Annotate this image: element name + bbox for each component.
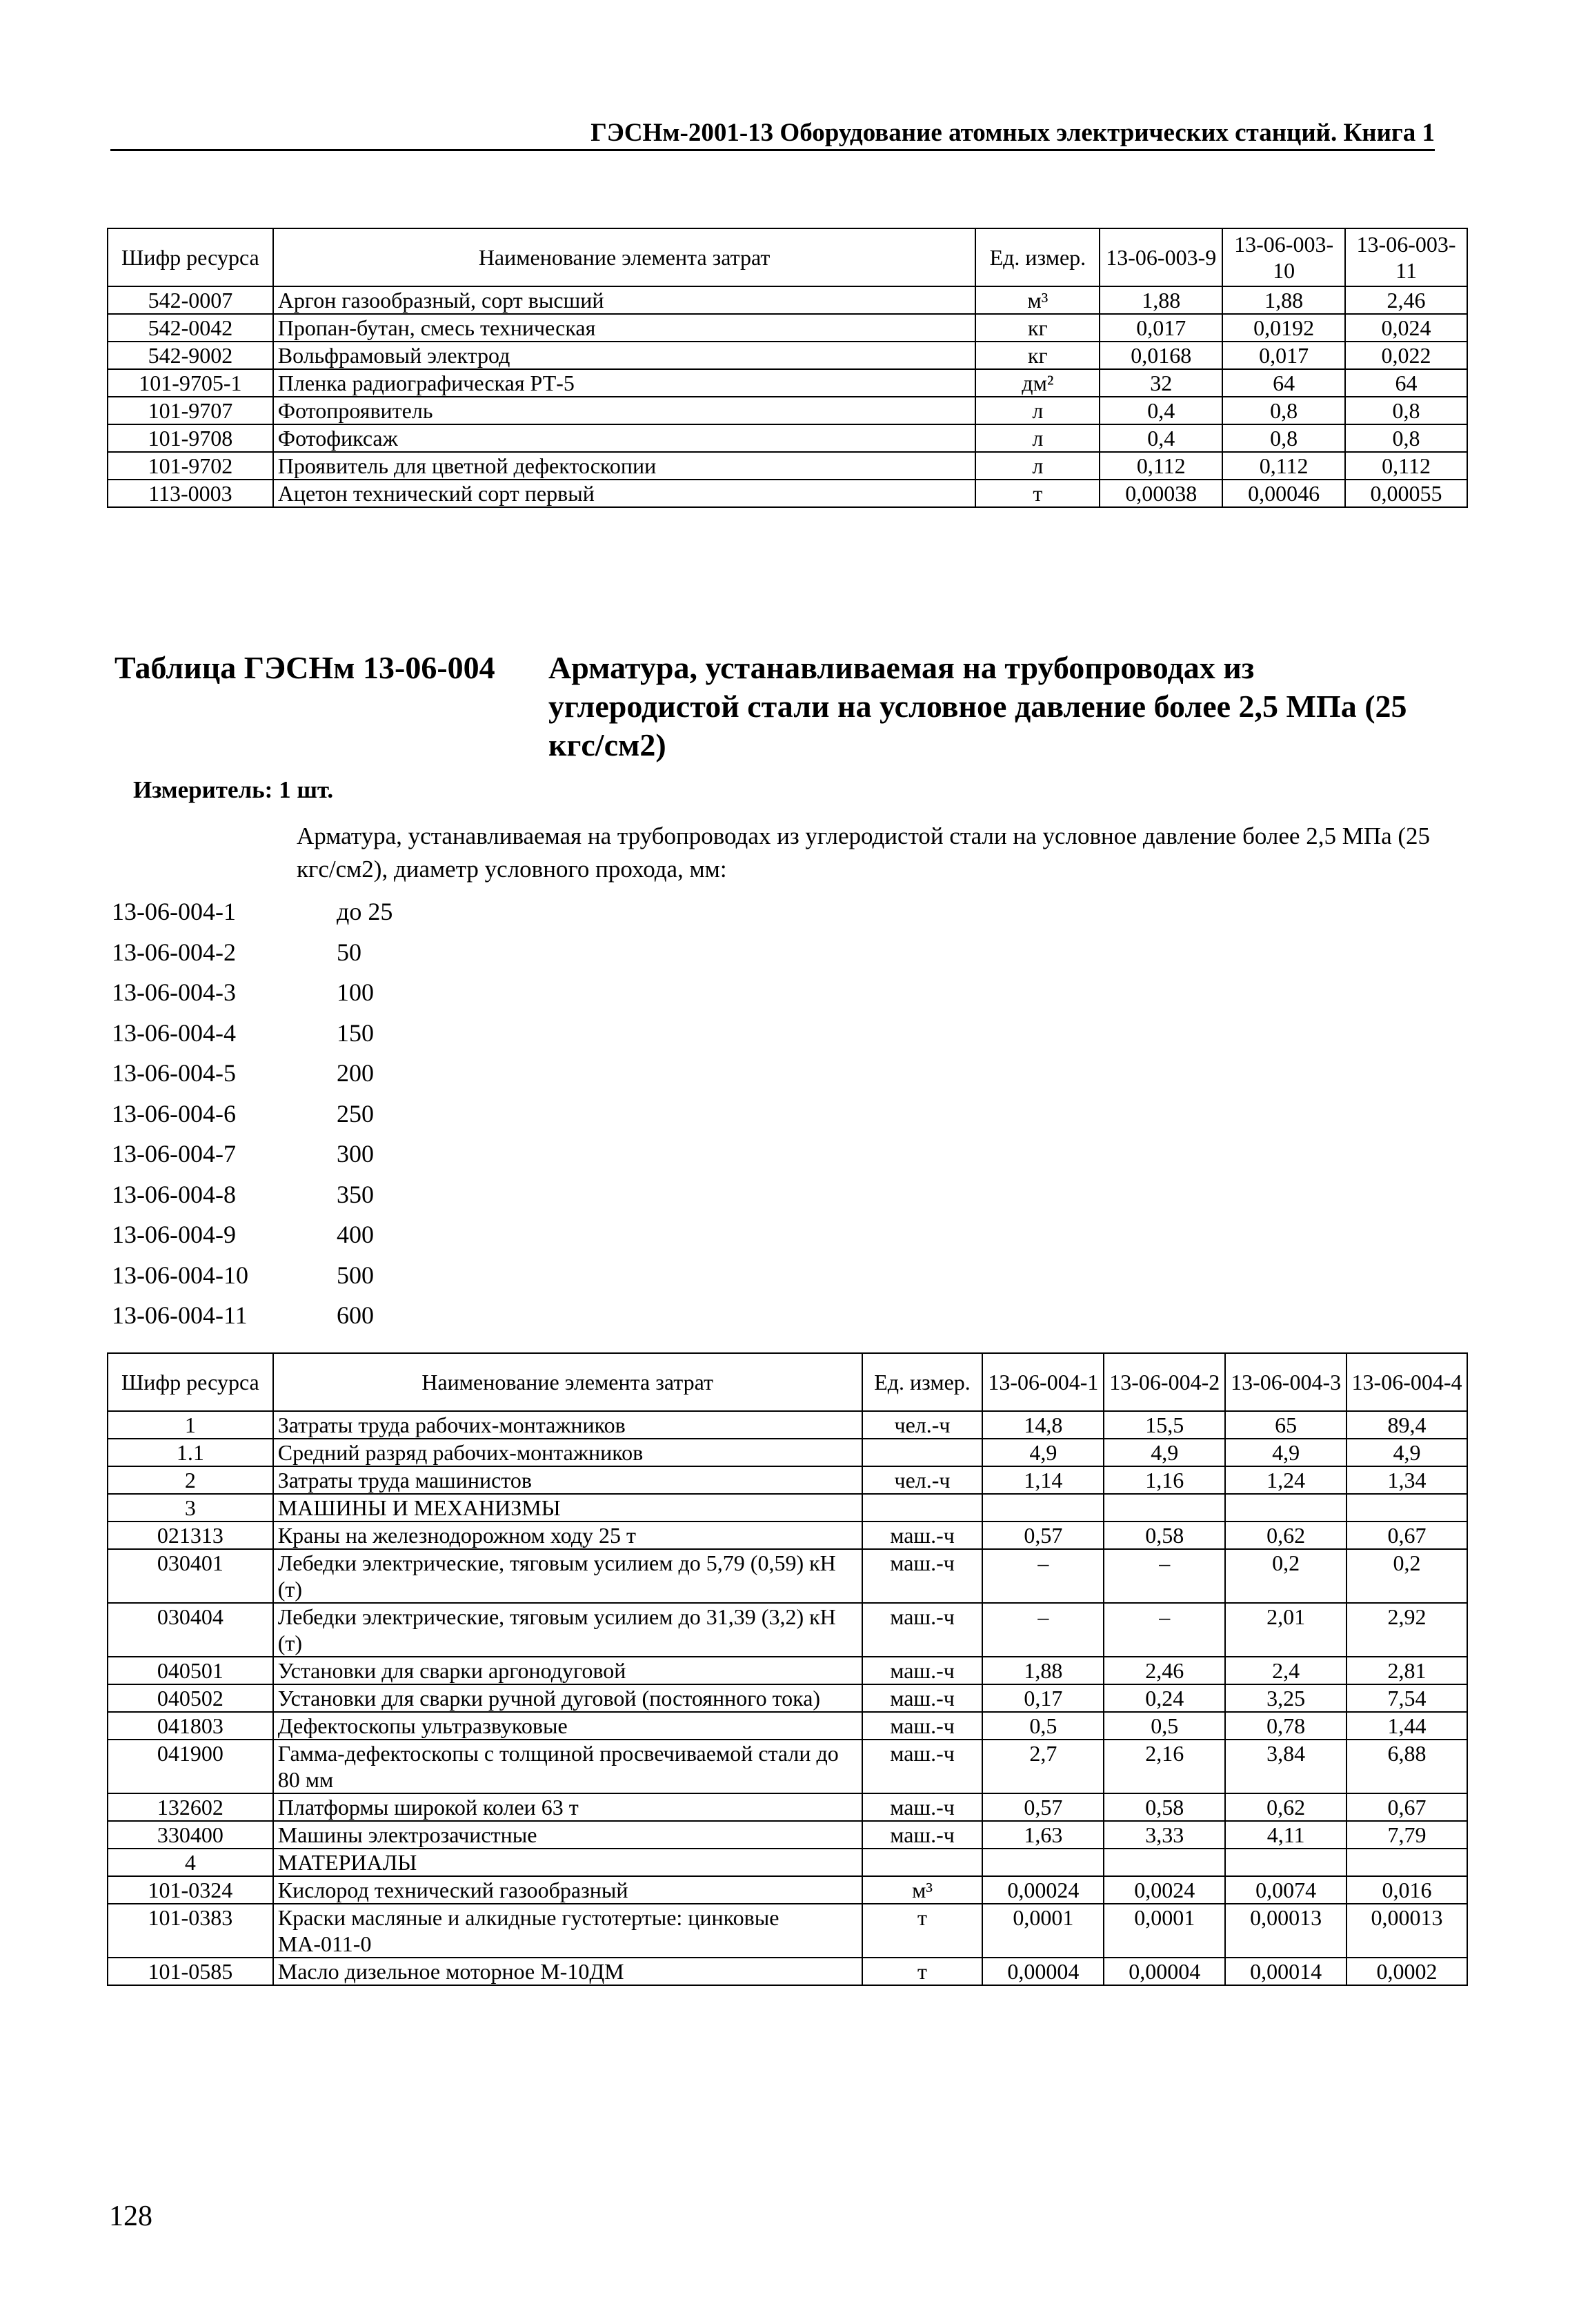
cell-unit: т: [862, 1958, 983, 1985]
cell-name: Средний разряд рабочих-монтажников: [273, 1439, 862, 1466]
table-row: [108, 1712, 1467, 1740]
diameter-code: 13-06-004-7: [112, 1140, 236, 1168]
col-header: 13-06-004-1: [982, 1353, 1104, 1411]
table-resources-004: [107, 1352, 1468, 1986]
diameter-code: 13-06-004-1: [112, 898, 236, 925]
cell-value: 64: [1222, 369, 1345, 397]
cell-value: 4,9: [1225, 1439, 1347, 1466]
cell-value: 3,25: [1225, 1684, 1347, 1712]
cell-value: 0,5: [982, 1712, 1104, 1740]
table-title-text: Арматура, устанавливаемая на трубопроводах из углеродистой стали на условное давление более 2,5 МПа (25 кгс/см2): [548, 650, 1407, 762]
cell-value: 0,58: [1104, 1793, 1225, 1821]
table-row: [108, 1793, 1467, 1821]
cell-value: 0,112: [1100, 452, 1222, 480]
cell-name: Лебедки электрические, тяговым усилием до 5,79 (0,59) кН (т): [273, 1549, 862, 1603]
cell-value: 0,0074: [1225, 1876, 1347, 1904]
cell-code: 542-0007: [108, 286, 273, 314]
cell-value: 0,016: [1347, 1876, 1467, 1904]
cell-value: 4,9: [1347, 1439, 1467, 1466]
cell-code: 4: [108, 1849, 273, 1876]
table-row: [108, 286, 1467, 314]
cell-code: 101-9702: [108, 452, 273, 480]
page-header: [110, 116, 1435, 151]
cell-value: 0,8: [1345, 424, 1467, 452]
cell-value: 3,33: [1104, 1821, 1225, 1849]
diameter-code: 13-06-004-11: [112, 1301, 248, 1329]
cell-value: 0,112: [1345, 452, 1467, 480]
cell-value: –: [1104, 1603, 1225, 1657]
cell-code: 1.1: [108, 1439, 273, 1466]
cell-name: Краски масляные и алкидные густотертые: цинковые МА-011-0: [273, 1904, 862, 1958]
cell-code: 040501: [108, 1657, 273, 1684]
cell-name: Дефектоскопы ультразвуковые: [273, 1712, 862, 1740]
cell-value: 0,017: [1100, 314, 1222, 342]
cell-value: 89,4: [1347, 1411, 1467, 1439]
table-body: [108, 1411, 1467, 1985]
cell-value: 0,0024: [1104, 1876, 1225, 1904]
cell-name: Установки для сварки аргонодуговой: [273, 1657, 862, 1684]
diameter-value: 100: [337, 978, 374, 1006]
cell-value: 1,88: [1222, 286, 1345, 314]
cell-unit: маш.-ч: [862, 1522, 983, 1549]
cell-code: 330400: [108, 1821, 273, 1849]
cell-value: 0,0192: [1222, 314, 1345, 342]
cell-value: 0,4: [1100, 424, 1222, 452]
cell-unit: дм²: [975, 369, 1100, 397]
cell-code: 021313: [108, 1522, 273, 1549]
table-row: [108, 1958, 1467, 1985]
cell-code: 040502: [108, 1684, 273, 1712]
cell-value: [1225, 1494, 1347, 1522]
cell-unit: маш.-ч: [862, 1740, 983, 1793]
col-header: Наименование элемента затрат: [273, 1353, 862, 1411]
cell-value: 0,58: [1104, 1522, 1225, 1549]
cell-value: 32: [1100, 369, 1222, 397]
cell-code: 030404: [108, 1603, 273, 1657]
cell-value: 0,112: [1222, 452, 1345, 480]
diameter-code: 13-06-004-8: [112, 1180, 236, 1208]
cell-value: 0,17: [982, 1684, 1104, 1712]
cell-value: 0,8: [1222, 424, 1345, 452]
cell-code: 041803: [108, 1712, 273, 1740]
cell-name: Установки для сварки ручной дуговой (постоянного тока): [273, 1684, 862, 1712]
table-row: [108, 1876, 1467, 1904]
cell-value: 2,46: [1104, 1657, 1225, 1684]
cell-unit: маш.-ч: [862, 1603, 983, 1657]
cell-code: 030401: [108, 1549, 273, 1603]
cell-unit: [862, 1439, 983, 1466]
diameter-value: 50: [337, 938, 361, 966]
cell-name: Кислород технический газообразный: [273, 1876, 862, 1904]
diameter-value: 600: [337, 1301, 374, 1329]
col-header: Ед. измер.: [862, 1353, 983, 1411]
diameter-value: 200: [337, 1059, 374, 1087]
cell-unit: маш.-ч: [862, 1793, 983, 1821]
cell-name: Масло дизельное моторное М-10ДМ: [273, 1958, 862, 1985]
cell-code: 101-9708: [108, 424, 273, 452]
cell-value: 65: [1225, 1411, 1347, 1439]
cell-value: [1104, 1494, 1225, 1522]
cell-value: 3,84: [1225, 1740, 1347, 1793]
table-row: [108, 452, 1467, 480]
cell-code: 1: [108, 1411, 273, 1439]
diameter-value: 400: [337, 1221, 374, 1248]
cell-unit: маш.-ч: [862, 1684, 983, 1712]
col-header: Шифр ресурса: [108, 228, 273, 286]
table-row: [108, 1522, 1467, 1549]
diameter-code: 13-06-004-5: [112, 1059, 236, 1087]
cell-unit: маш.-ч: [862, 1712, 983, 1740]
col-header: Ед. измер.: [975, 228, 1100, 286]
cell-value: 1,88: [1100, 286, 1222, 314]
diameter-code: 13-06-004-10: [112, 1261, 248, 1289]
cell-value: 64: [1345, 369, 1467, 397]
col-header: 13-06-003-9: [1100, 228, 1222, 286]
cell-unit: маш.-ч: [862, 1821, 983, 1849]
diameter-code: 13-06-004-9: [112, 1221, 236, 1248]
cell-unit: маш.-ч: [862, 1657, 983, 1684]
cell-name: Краны на железнодорожном ходу 25 т: [273, 1522, 862, 1549]
diameter-value: 150: [337, 1018, 374, 1047]
cell-value: 0,00055: [1345, 480, 1467, 507]
cell-name: Ацетон технический сорт первый: [273, 480, 976, 507]
cell-value: 0,0002: [1347, 1958, 1467, 1985]
cell-value: 2,81: [1347, 1657, 1467, 1684]
table-row: [108, 342, 1467, 369]
cell-value: [982, 1849, 1104, 1876]
cell-value: [982, 1494, 1104, 1522]
cell-value: 0,00046: [1222, 480, 1345, 507]
cell-value: 0,2: [1225, 1549, 1347, 1603]
cell-unit: чел.-ч: [862, 1466, 983, 1494]
cell-value: 0,0001: [982, 1904, 1104, 1958]
header-title: ГЭСНм-2001-13 Оборудование атомных электрических станций. Книга 1: [590, 119, 1435, 147]
cell-value: 0,8: [1222, 397, 1345, 424]
table-row: [108, 1439, 1467, 1466]
cell-name: Затраты труда рабочих-монтажников: [273, 1411, 862, 1439]
table-row: [108, 480, 1467, 507]
cell-value: [1347, 1849, 1467, 1876]
intro-text: Арматура, устанавливаемая на трубопроводах из углеродистой стали на условное давление более 2,5 МПа (25 кгс/см2), диаметр условного прохода, мм:: [297, 823, 1431, 883]
cell-value: [1104, 1849, 1225, 1876]
cell-name: МАТЕРИАЛЫ: [273, 1849, 862, 1876]
cell-name: Затраты труда машинистов: [273, 1466, 862, 1494]
cell-code: 101-9707: [108, 397, 273, 424]
cell-value: 2,92: [1347, 1603, 1467, 1657]
diameter-value: 250: [337, 1099, 374, 1127]
col-header: Шифр ресурса: [108, 1353, 273, 1411]
cell-value: 2,46: [1345, 286, 1467, 314]
cell-value: 0,00004: [1104, 1958, 1225, 1985]
table-row: [108, 397, 1467, 424]
cell-value: 0,24: [1104, 1684, 1225, 1712]
table-row: [108, 1904, 1467, 1958]
cell-value: 1,44: [1347, 1712, 1467, 1740]
cell-value: 1,63: [982, 1821, 1104, 1849]
cell-unit: [862, 1494, 983, 1522]
cell-unit: кг: [975, 342, 1100, 369]
table-row: [108, 1740, 1467, 1793]
cell-unit: маш.-ч: [862, 1549, 983, 1603]
cell-value: 15,5: [1104, 1411, 1225, 1439]
col-header: 13-06-004-2: [1104, 1353, 1225, 1411]
cell-value: 0,017: [1222, 342, 1345, 369]
diameter-code: 13-06-004-6: [112, 1099, 236, 1127]
table-row: [108, 1411, 1467, 1439]
cell-value: –: [982, 1549, 1104, 1603]
cell-name: Фотофиксаж: [273, 424, 976, 452]
cell-value: 0,78: [1225, 1712, 1347, 1740]
cell-value: 0,0168: [1100, 342, 1222, 369]
cell-unit: кг: [975, 314, 1100, 342]
cell-value: 0,0001: [1104, 1904, 1225, 1958]
cell-value: 7,54: [1347, 1684, 1467, 1712]
cell-value: 0,57: [982, 1793, 1104, 1821]
cell-unit: м³: [862, 1876, 983, 1904]
cell-unit: л: [975, 424, 1100, 452]
table-row: [108, 1466, 1467, 1494]
cell-name: МАШИНЫ И МЕХАНИЗМЫ: [273, 1494, 862, 1522]
cell-value: 2,7: [982, 1740, 1104, 1793]
cell-value: [1225, 1849, 1347, 1876]
cell-value: 0,024: [1345, 314, 1467, 342]
cell-code: 041900: [108, 1740, 273, 1793]
cell-name: Машины электрозачистные: [273, 1821, 862, 1849]
table-row: [108, 1494, 1467, 1522]
diameter-code: 13-06-004-2: [112, 938, 236, 966]
cell-code: 2: [108, 1466, 273, 1494]
table-row: [108, 1603, 1467, 1657]
cell-code: 101-0324: [108, 1876, 273, 1904]
cell-value: 14,8: [982, 1411, 1104, 1439]
table-row: [108, 1549, 1467, 1603]
cell-value: 0,4: [1100, 397, 1222, 424]
cell-unit: т: [862, 1904, 983, 1958]
cell-value: 4,11: [1225, 1821, 1347, 1849]
diameter-value: 350: [337, 1180, 374, 1208]
table-row: [108, 1684, 1467, 1712]
cell-code: 101-0585: [108, 1958, 273, 1985]
cell-value: 0,2: [1347, 1549, 1467, 1603]
cell-name: Проявитель для цветной дефектоскопии: [273, 452, 976, 480]
diameter-value: 300: [337, 1140, 374, 1168]
cell-value: 0,022: [1345, 342, 1467, 369]
measure-unit: Измеритель: 1 шт.: [133, 776, 334, 803]
cell-name: Платформы широкой колеи 63 т: [273, 1793, 862, 1821]
diameter-value: 500: [337, 1261, 374, 1289]
page-number: 128: [109, 2200, 152, 2232]
cell-name: Лебедки электрические, тяговым усилием до 31,39 (3,2) кН (т): [273, 1603, 862, 1657]
cell-value: 1,24: [1225, 1466, 1347, 1494]
cell-value: 0,00013: [1225, 1904, 1347, 1958]
cell-name: Фотопроявитель: [273, 397, 976, 424]
cell-code: 542-0042: [108, 314, 273, 342]
cell-value: 0,62: [1225, 1522, 1347, 1549]
cell-value: 4,9: [1104, 1439, 1225, 1466]
table-row: [108, 1657, 1467, 1684]
cell-value: 0,00014: [1225, 1958, 1347, 1985]
cell-unit: чел.-ч: [862, 1411, 983, 1439]
cell-value: 2,4: [1225, 1657, 1347, 1684]
table-row: [108, 314, 1467, 342]
cell-value: 0,8: [1345, 397, 1467, 424]
table-body: [108, 286, 1467, 507]
cell-value: 0,00038: [1100, 480, 1222, 507]
cell-value: 2,16: [1104, 1740, 1225, 1793]
table-row: [108, 1821, 1467, 1849]
cell-unit: т: [975, 480, 1100, 507]
diameter-code: 13-06-004-3: [112, 978, 236, 1006]
cell-value: –: [982, 1603, 1104, 1657]
cell-value: 0,67: [1347, 1793, 1467, 1821]
cell-value: 1,16: [1104, 1466, 1225, 1494]
cell-unit: м³: [975, 286, 1100, 314]
cell-code: 101-9705-1: [108, 369, 273, 397]
cell-value: 2,01: [1225, 1603, 1347, 1657]
cell-unit: л: [975, 452, 1100, 480]
table-resources-003: [107, 228, 1468, 508]
cell-name: Вольфрамовый электрод: [273, 342, 976, 369]
diameter-value: до 25: [337, 898, 393, 925]
cell-value: 1,34: [1347, 1466, 1467, 1494]
cell-value: 0,00013: [1347, 1904, 1467, 1958]
cell-value: 0,62: [1225, 1793, 1347, 1821]
cell-code: 542-9002: [108, 342, 273, 369]
cell-name: Аргон газообразный, сорт высший: [273, 286, 976, 314]
cell-value: 6,88: [1347, 1740, 1467, 1793]
cell-name: Гамма-дефектоскопы с толщиной просвечиваемой стали до 80 мм: [273, 1740, 862, 1793]
cell-code: 3: [108, 1494, 273, 1522]
cell-unit: л: [975, 397, 1100, 424]
cell-code: 113-0003: [108, 480, 273, 507]
col-header: Наименование элемента затрат: [273, 228, 976, 286]
cell-value: 1,88: [982, 1657, 1104, 1684]
cell-name: Пропан-бутан, смесь техническая: [273, 314, 976, 342]
cell-value: 0,5: [1104, 1712, 1225, 1740]
cell-value: 7,79: [1347, 1821, 1467, 1849]
cell-value: 4,9: [982, 1439, 1104, 1466]
col-header: 13-06-004-4: [1347, 1353, 1467, 1411]
cell-value: 1,14: [982, 1466, 1104, 1494]
table-row: [108, 424, 1467, 452]
col-header: 13-06-003-11: [1345, 228, 1467, 286]
cell-value: –: [1104, 1549, 1225, 1603]
col-header: 13-06-003-10: [1222, 228, 1345, 286]
cell-value: 0,00024: [982, 1876, 1104, 1904]
diameter-code: 13-06-004-4: [112, 1018, 236, 1047]
table-row: [108, 369, 1467, 397]
col-header: 13-06-004-3: [1225, 1353, 1347, 1411]
cell-unit: [862, 1849, 983, 1876]
cell-name: Пленка радиографическая РТ-5: [273, 369, 976, 397]
table-row: [108, 1849, 1467, 1876]
cell-value: 0,00004: [982, 1958, 1104, 1985]
cell-code: 101-0383: [108, 1904, 273, 1958]
cell-value: 0,67: [1347, 1522, 1467, 1549]
cell-value: [1347, 1494, 1467, 1522]
cell-code: 132602: [108, 1793, 273, 1821]
table-title-label: Таблица ГЭСНм 13-06-004: [115, 650, 495, 685]
cell-value: 0,57: [982, 1522, 1104, 1549]
